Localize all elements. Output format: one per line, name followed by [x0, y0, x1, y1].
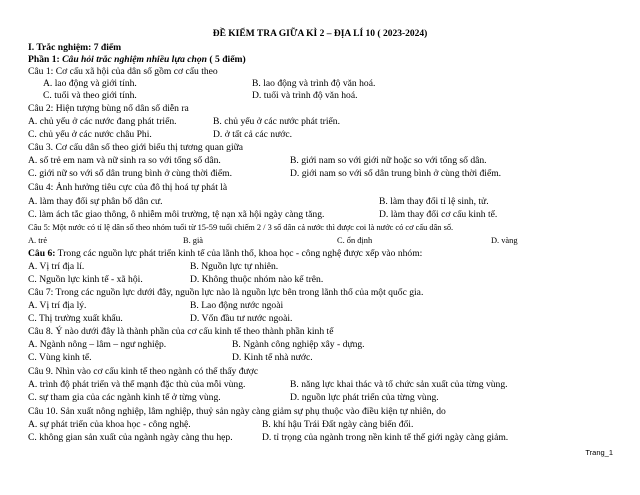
q2-option-a: A. chủ yếu ở các nước đang phát triển.	[28, 116, 177, 127]
question-3: Câu 3. Cơ cấu dân số theo giới biểu thị tương quan giữa	[28, 142, 244, 153]
q5-option-b: B. già	[183, 236, 204, 245]
q8-option-a: A. Ngành nông – lâm – ngư nghiệp.	[28, 339, 167, 350]
q8-option-b: B. Ngành công nghiệp xây - dựng.	[232, 339, 365, 350]
q5-option-c: C. ổn định	[337, 236, 373, 245]
q7-option-b: B. Lao động nước ngoài	[190, 300, 284, 311]
q4-option-c: C. làm ách tắc giao thông, ô nhiễm môi trường, tệ nạn xã hội ngày càng tăng.	[28, 209, 325, 220]
q5-option-d: D. vàng	[491, 236, 518, 245]
exam-title: ĐỀ KIỂM TRA GIỮA KÌ 2 – ĐỊA LÍ 10 ( 2023-2024)	[212, 29, 428, 39]
q8-option-c: C. Vùng kinh tế.	[28, 352, 92, 363]
section-heading: I. Trắc nghiệm: 7 điểm	[28, 42, 122, 53]
q9-option-d: D. nguồn lực phát triển của từng vùng.	[290, 392, 439, 403]
q9-option-a: A. trình độ phát triển và thế mạnh đặc thù của mỗi vùng.	[28, 379, 246, 390]
question-1: Câu 1: Cơ cấu xã hội của dân số gồm cơ cấu theo	[28, 66, 218, 77]
q4-option-a: A. làm thay đổi sự phân bố dân cư.	[28, 196, 163, 207]
q8-option-d: D. Kinh tế nhà nước.	[232, 352, 313, 363]
q5-option-a: A. trẻ	[28, 236, 48, 245]
part-heading	[28, 54, 246, 66]
question-5: Câu 5: Một nước có tỉ lệ dân số theo nhóm tuổi từ 15-59 tuổi chiếm 2 / 3 số dân cả nước thì được coi là nước có cơ cấu dân số.	[28, 223, 454, 232]
q9-option-b: B. năng lực khai thác và tổ chức sản xuất của từng vùng.	[290, 379, 508, 390]
q3-option-d: D. giới nam so với số dân trung bình ở cùng thời điểm.	[290, 168, 502, 179]
q10-option-d: D. tỉ trọng của ngành trong nền kinh tế thế giới ngày càng giảm.	[262, 432, 509, 443]
q3-option-b: B. giới nam so với giới nữ hoặc so với tổng số dân.	[290, 155, 487, 166]
q9-option-c: C. sự tham gia của các ngành kinh tế ở từng vùng.	[28, 392, 221, 403]
question-10: Câu 10. Sản xuất nông nghiệp, lâm nghiệp, thuỷ sản ngày càng giảm sự phụ thuộc vào điều kiện tự nhiên, do	[28, 406, 446, 417]
q1-option-d: D. tuổi và trình độ văn hoá.	[252, 90, 358, 101]
q7-option-c: C. Thị trường xuất khẩu.	[28, 313, 123, 324]
part-suffix: ( 5 điểm)	[207, 54, 246, 65]
q4-option-b: B. làm thay đổi tỉ lệ sinh, tử.	[379, 196, 489, 207]
part-italic: Câu hỏi trắc nghiệm nhiều lựa chọn	[62, 54, 208, 65]
q2-option-d: D. ở tất cả các nước.	[213, 129, 292, 140]
q10-option-b: B. khí hậu Trái Đất ngày càng biến đổi.	[262, 419, 414, 430]
q10-option-c: C. không gian sản xuất của ngành ngày càng thu hẹp.	[28, 432, 233, 443]
question-4: Câu 4: Ảnh hưởng tiêu cực của đô thị hoá tự phát là	[28, 182, 228, 193]
question-9: Câu 9. Nhìn vào cơ cấu kinh tế theo ngành có thể thấy được	[28, 366, 259, 377]
q10-option-a: A. sự phát triển của khoa học - công nghệ.	[28, 419, 191, 430]
q1-option-b: B. lao động và trình độ văn hoá.	[252, 78, 376, 89]
part-prefix: Phần 1:	[28, 54, 63, 65]
q3-option-c: C. giới nữ so với số dân trung bình ở cùng thời điểm.	[28, 168, 233, 179]
question-7: Câu 7: Trong các nguồn lực dưới đây, nguồn lực nào là nguồn lực bên trong lãnh thổ của một quốc gia.	[28, 287, 424, 298]
q6-option-d: D. Không thuộc nhóm nào kể trên.	[190, 274, 324, 285]
question-8: Câu 8. Ý nào dưới đây là thành phần của cơ cấu kinh tế theo thành phần kinh tế	[28, 326, 334, 337]
q1-option-c: C. tuổi và theo giới tính.	[43, 90, 137, 101]
q3-option-a: A. số trẻ em nam và nữ sinh ra so với tổng số dân.	[28, 155, 221, 166]
question-2: Câu 2: Hiện tượng bùng nổ dân số diễn ra	[28, 103, 189, 114]
q2-option-b: B. chủ yếu ở các nước phát triển.	[213, 116, 340, 127]
q7-option-a: A. Vị trí địa lý.	[28, 300, 87, 311]
q4-option-d: D. làm thay đổi cơ cấu kinh tế.	[379, 209, 498, 220]
q2-option-c: C. chủ yếu ở các nước châu Phi.	[28, 129, 152, 140]
question-6	[28, 248, 422, 260]
q1-option-a: A. lao động và giới tính.	[43, 78, 137, 89]
q6-option-c: C. Nguồn lực kinh tế - xã hội.	[28, 274, 143, 285]
q6-label: Câu 6:	[28, 248, 56, 259]
q7-option-d: D. Vốn đầu tư nước ngoài.	[190, 313, 293, 324]
q6-option-b: B. Nguồn lực tự nhiên.	[190, 261, 279, 272]
q6-option-a: A. Vị trí địa lí.	[28, 261, 85, 272]
page-footer: Trang_1	[585, 448, 613, 457]
q6-text: Trong các nguồn lực phát triển kinh tế của lãnh thổ, khoa học - công nghệ được xếp vào nhóm:	[55, 248, 423, 259]
